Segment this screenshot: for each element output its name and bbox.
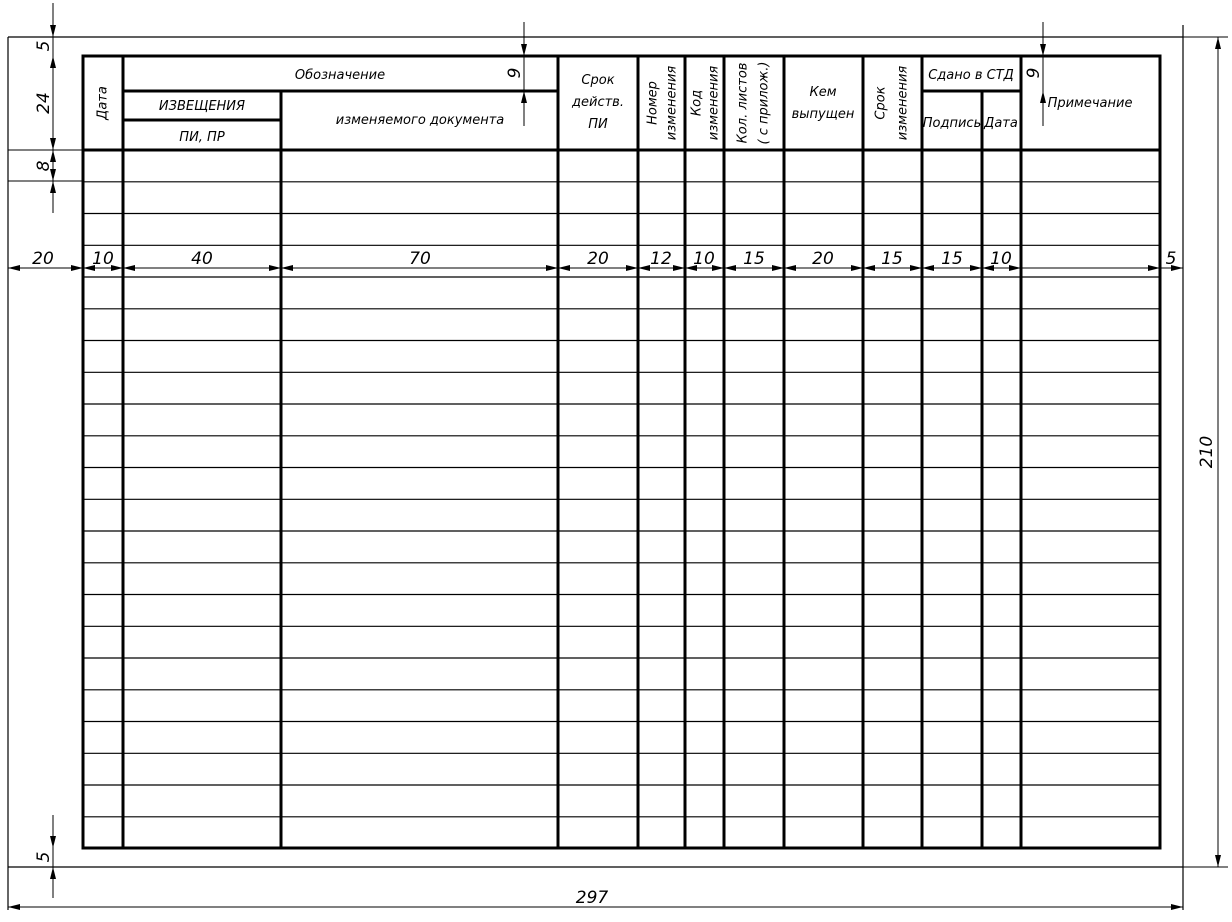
dim-col-document: 70	[409, 249, 431, 269]
dim-header-height: 24	[34, 92, 54, 114]
table-header	[96, 62, 1133, 145]
dim-right-margin: 5	[1165, 249, 1177, 269]
dim-row-height: 8	[34, 160, 54, 172]
header-change-number-1: Номер	[645, 81, 661, 125]
header-changed-document: изменяемого документа	[335, 113, 505, 128]
header-notifications: ИЗВЕЩЕНИЯ	[158, 99, 246, 114]
header-change-term-2: изменения	[895, 65, 911, 141]
header-note: Примечание	[1047, 96, 1133, 111]
header-submitted-std: Сдано в СТД	[928, 68, 1014, 83]
dim-overall-width: 297	[575, 888, 609, 908]
dim-col-date: 10	[92, 249, 114, 269]
header-pi-pr: ПИ, ПР	[179, 130, 225, 145]
table-row-lines	[83, 182, 1160, 817]
dim-sub-header-2: 9	[1024, 67, 1044, 79]
dim-col-signature: 15	[941, 249, 963, 269]
dim-col-change-term: 15	[881, 249, 903, 269]
dim-overall-height: 210	[1197, 435, 1217, 469]
left-vertical-dimensions	[8, 3, 83, 898]
header-sheet-count-2: ( с прилож.)	[756, 61, 772, 145]
header-change-code-2: изменения	[706, 65, 722, 141]
dim-bottom-margin: 5	[34, 851, 54, 863]
dim-col-issued-by: 20	[812, 249, 834, 269]
header-designation: Обозначение	[294, 68, 386, 83]
dim-col-validity: 20	[587, 249, 609, 269]
dim-col-notification: 40	[191, 249, 213, 269]
header-issued-by-2: выпущен	[791, 107, 855, 122]
header-change-term-1: Срок	[873, 86, 889, 120]
dim-col-sheet-count: 15	[743, 249, 765, 269]
dim-sub-header: 9	[505, 67, 525, 79]
header-change-number-2: изменения	[664, 65, 680, 141]
dim-col-change-number: 12	[650, 249, 672, 269]
dim-left-margin: 20	[32, 249, 54, 269]
overall-height-dimension	[1160, 37, 1228, 867]
overall-width-dimension	[8, 888, 1183, 910]
header-date: Дата	[95, 86, 111, 120]
table-frame	[83, 56, 1160, 848]
header-issued-by-1: Кем	[809, 85, 837, 100]
header-validity-3: ПИ	[588, 117, 608, 132]
header-validity-2: действ.	[572, 95, 624, 110]
header-sheet-count-1: Кол. листов	[735, 62, 751, 144]
header-validity-1: Срок	[581, 73, 615, 88]
header-change-code-1: Код	[689, 89, 705, 117]
header-date-2: Дата	[984, 116, 1018, 131]
column-width-dimensions	[8, 249, 1183, 271]
dim-top-margin: 5	[34, 40, 54, 52]
header-signature: Подпись	[922, 116, 982, 131]
dim-col-change-code: 10	[693, 249, 715, 269]
dim-col-date-2: 10	[990, 249, 1012, 269]
